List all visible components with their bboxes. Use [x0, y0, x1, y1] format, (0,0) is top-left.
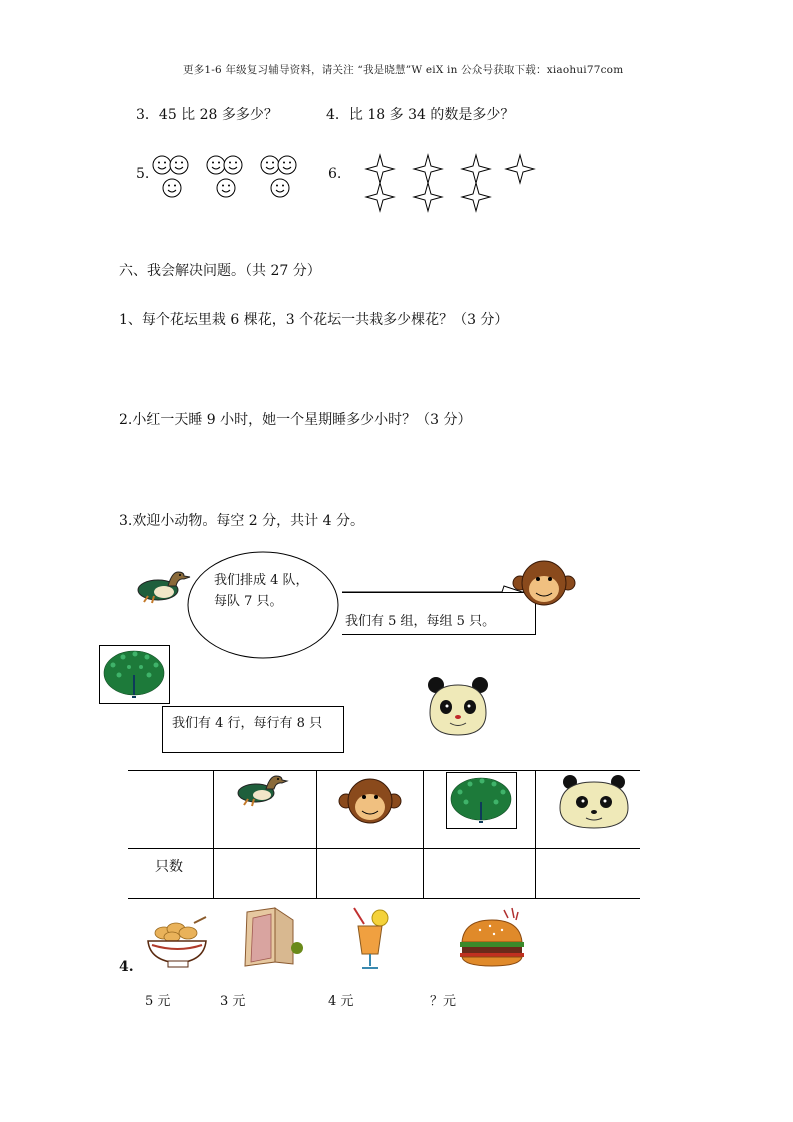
table-duck-icon [234, 771, 290, 811]
section-6-title: 六、我会解决问题。（共 27 分） [119, 263, 321, 279]
question-3: 3．45 比 28 多多少？ [136, 107, 278, 123]
smiley-group-2 [207, 156, 242, 197]
peacock-speech-text: 我们有 4 行，每行有 8 只 [172, 716, 323, 731]
rice-bowl-icon [144, 913, 210, 969]
price-sandwich: 3 元 [220, 994, 246, 1009]
problem-4-label: 4. [119, 959, 134, 975]
sandwich-icon [241, 908, 303, 966]
burger-icon [456, 906, 532, 972]
problem-1: 1、每个花坛里栽 6 棵花，3 个花坛一共栽多少棵花？（3 分） [119, 312, 509, 328]
price-burger: ？元 [430, 994, 457, 1009]
table-peacock-icon [446, 772, 518, 830]
panda-image [422, 673, 502, 739]
table-monkey-icon [338, 777, 402, 827]
table-panda-icon [556, 772, 636, 832]
peacock-image [99, 645, 171, 705]
problem-2: 2.小红一天睡 9 小时，她一个星期睡多少小时？（3 分） [119, 412, 472, 428]
question-6-label: 6. [328, 166, 342, 182]
star-groups [360, 153, 550, 213]
duck-speech-line1: 我们排成 4 队， [214, 573, 309, 588]
table-row-label: 只数 [155, 859, 183, 875]
smiley-group-1 [153, 156, 188, 197]
duck-image [134, 566, 194, 606]
monkey-image [512, 559, 576, 609]
juice-glass-icon [350, 904, 390, 974]
price-juice: 4 元 [328, 994, 354, 1009]
price-rice: 5 元 [145, 994, 171, 1009]
problem-3: 3.欢迎小动物。每空 2 分，共计 4 分。 [119, 513, 364, 529]
question-4: 4．比 18 多 34 的数是多少？ [326, 107, 515, 123]
monkey-speech-text: 我们有 5 组，每组 5 只。 [345, 614, 496, 629]
smiley-group-3 [261, 156, 296, 197]
page-header: 更多1-6 年级复习辅导资料，请关注 “我是晓慧”W eiX in 公众号获取下载：xiaohui77com [183, 64, 624, 76]
question-5-label: 5. [136, 166, 150, 182]
duck-speech-line2: 每队 7 只。 [214, 594, 283, 609]
smiley-groups [148, 153, 308, 203]
